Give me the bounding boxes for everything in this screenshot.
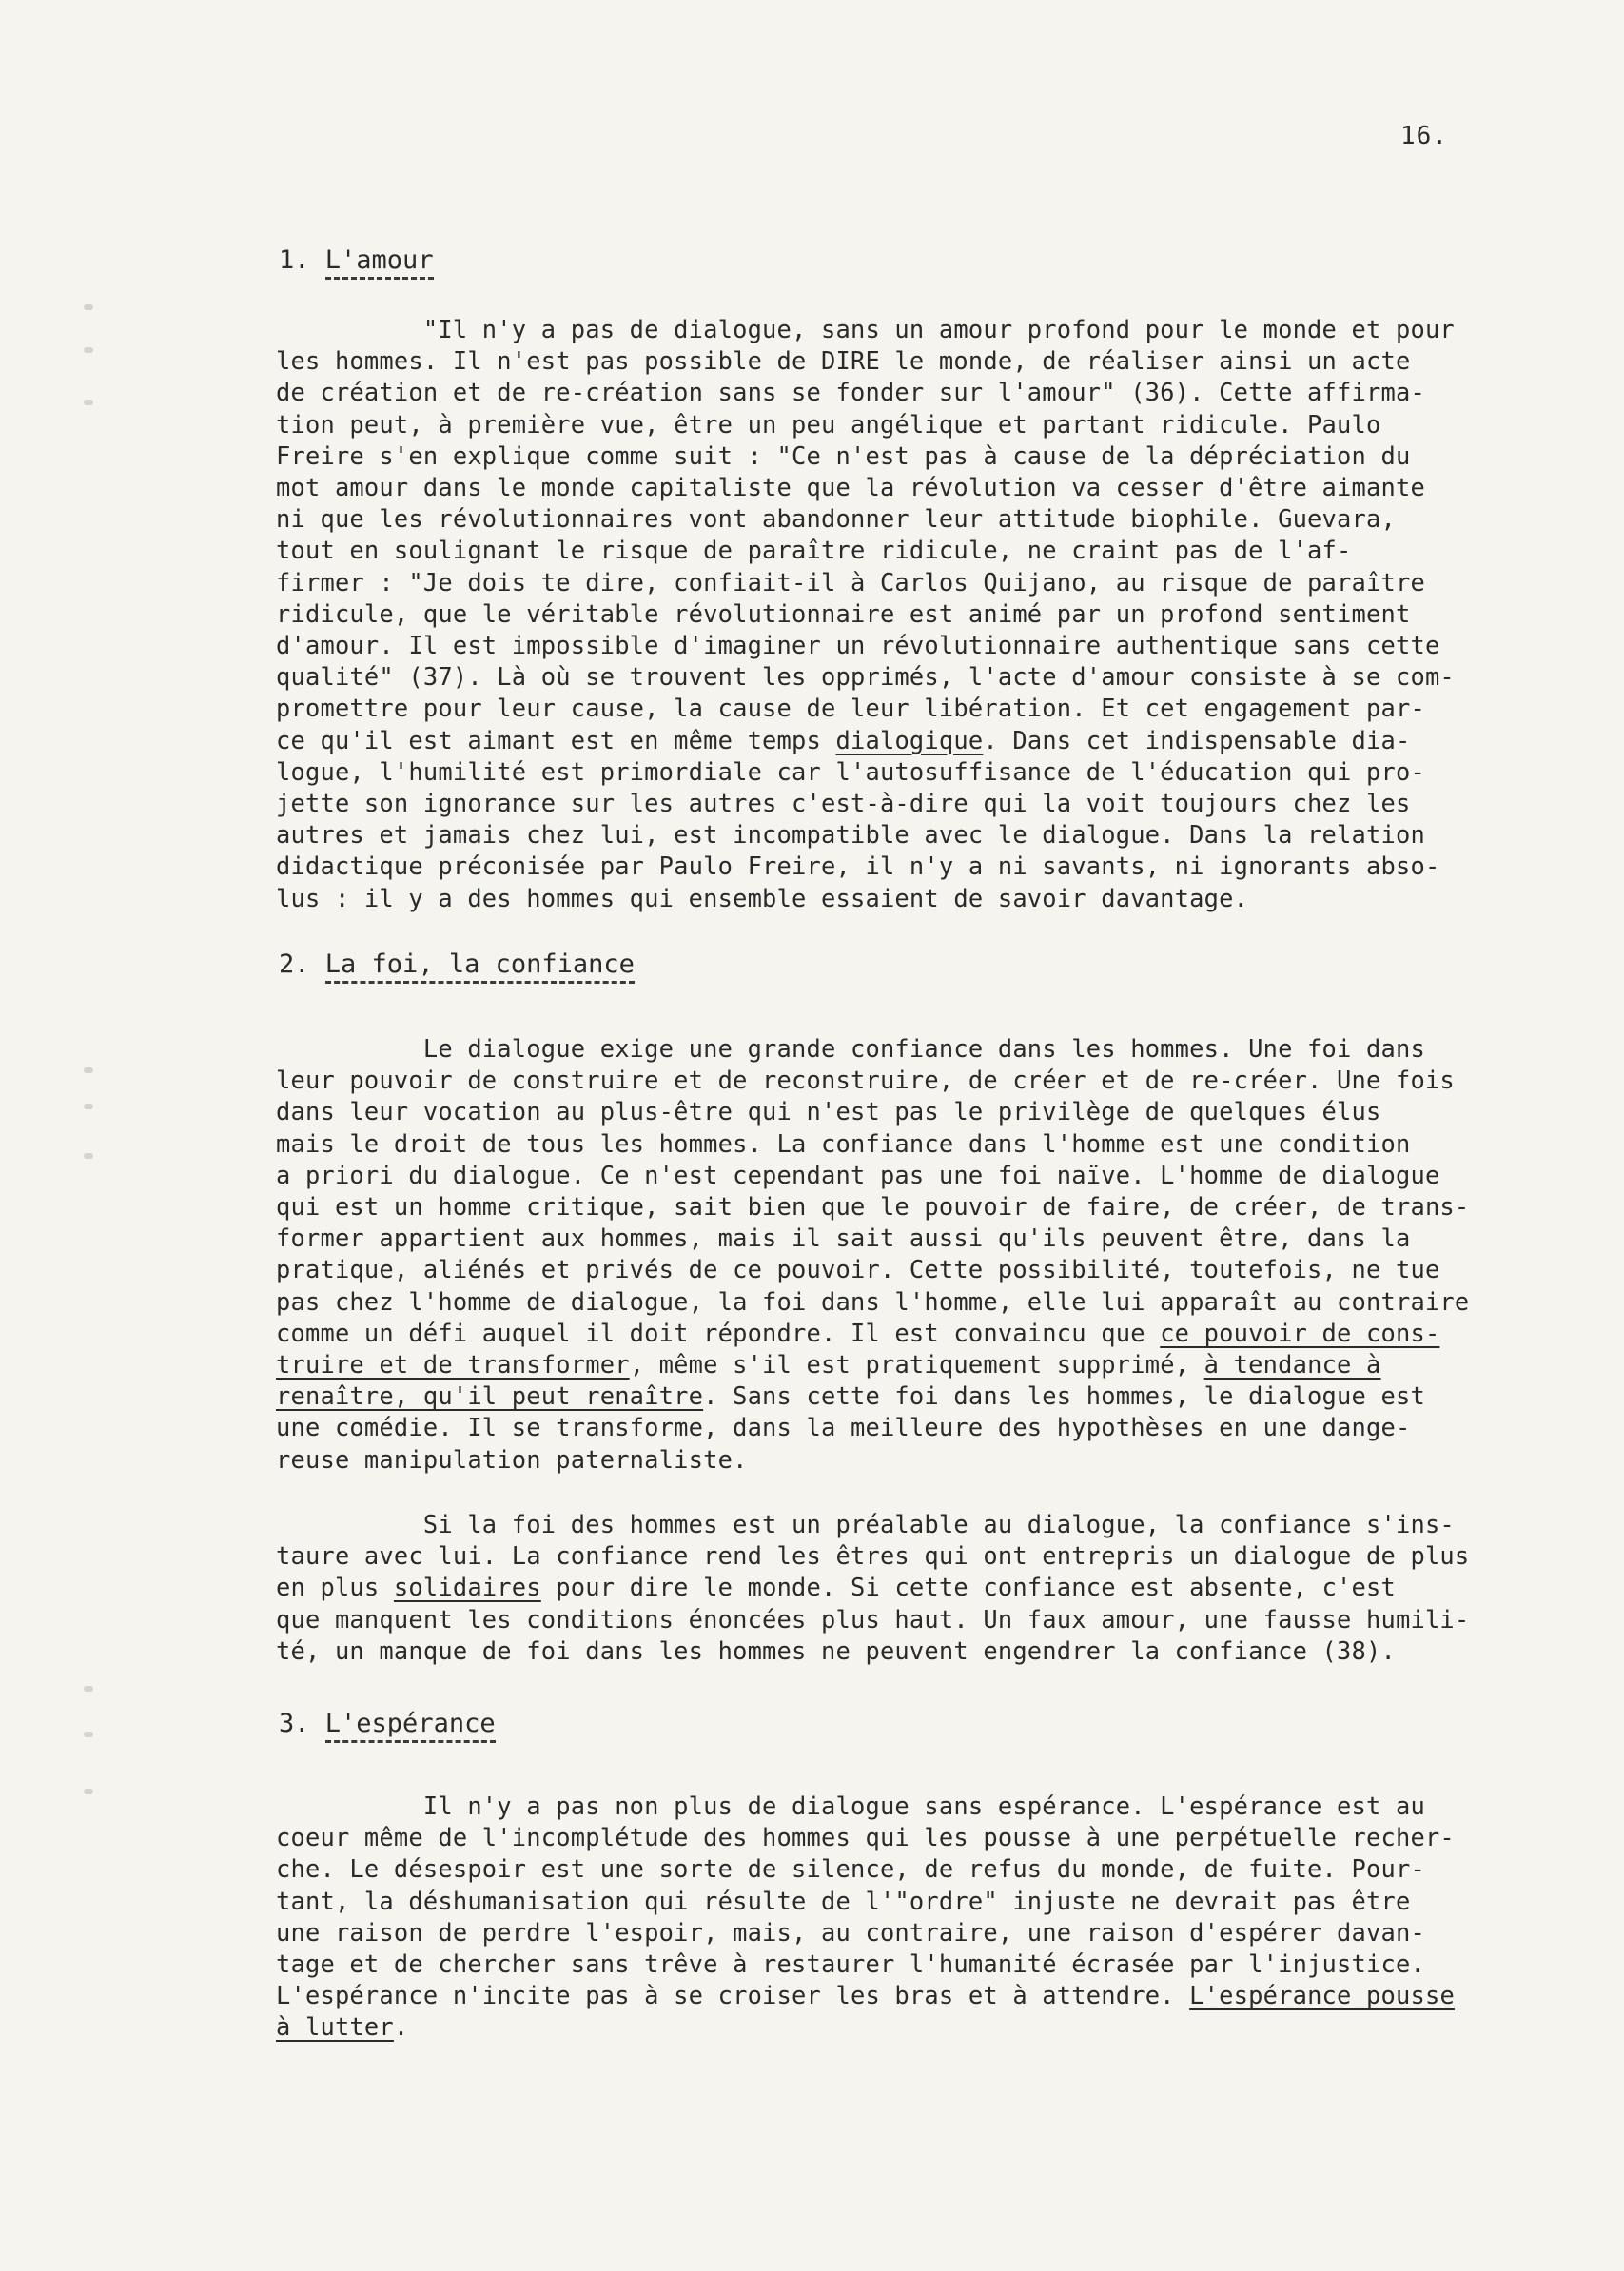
section-number: 2. [279,950,310,979]
text-line: "Il n'y a pas de dialogue, sans un amour profond pour le monde et pour [276,315,1455,343]
paragraph [276,1033,1546,1476]
punch-mark [84,1732,93,1737]
text-line: jette son ignorance sur les autres c'est-à-dire qui la voit toujours chez les [276,789,1411,818]
text-line: pas chez l'homme de dialogue, la foi dans l'homme, elle lui apparaît au contraire [276,1286,1470,1316]
punch-mark [84,1153,93,1159]
text-line: taure avec lui. La confiance rend les êtres qui ont entrepris un dialogue de plus [276,1541,1470,1571]
punch-mark [84,347,93,353]
text-line: d'amour. Il est impossible d'imaginer un révolutionnaire authentique sans cette [276,631,1440,660]
text-line: logue, l'humilité est primordiale car l'autosuffisance de l'éducation qui pro- [276,756,1425,786]
text-line: lus : il y a des hommes qui ensemble essaient de savoir davantage. [276,883,1249,912]
section-title: L'espérance [325,1709,496,1743]
text-line: didactique préconisée par Paulo Freire, il n'y a ni savants, ni ignorants abso- [276,852,1440,881]
text-line: en plus solidaires pour dire le monde. Si cette confiance est absente, c'est [276,1573,1396,1602]
text-line: que manquent les conditions énoncées plus haut. Un faux amour, une fausse humili- [276,1604,1470,1634]
section-heading [279,950,635,979]
text-line: Le dialogue exige une grande confiance dans les hommes. Une foi dans [276,1034,1425,1063]
text-line: reuse manipulation paternaliste. [276,1444,748,1474]
punch-mark [84,1789,93,1794]
text-line: qualité" (37). Là où se trouvent les opprimés, l'acte d'amour consiste à se com- [276,662,1455,692]
text-line: Si la foi des hommes est un préalable au dialogue, la confiance s'ins- [276,1510,1455,1538]
text-line: Freire s'en explique comme suit : "Ce n'est pas à cause de la dépréciation du [276,440,1411,470]
paragraph [276,1791,1546,2044]
text-line: tion peut, à première vue, être un peu angélique et partant ridicule. Paulo [276,409,1381,439]
text-line: té, un manque de foi dans les hommes ne peuvent engendrer la confiance (38). [276,1635,1396,1665]
text-line: truire et de transformer, même s'il est pratiquement supprimé, à tendance à [276,1350,1381,1380]
text-line: firmer : "Je dois te dire, confiait-il à Carlos Quijano, au risque de paraître [276,567,1425,597]
text-line: à lutter. [276,2012,409,2042]
text-line: Il n'y a pas non plus de dialogue sans espérance. L'espérance est au [276,1791,1425,1820]
text-line: les hommes. Il n'est pas possible de DIRE le monde, de réaliser ainsi un acte [276,346,1411,376]
paragraph [276,1509,1546,1667]
section-number: 1. [279,245,310,275]
text-line: che. Le désespoir est une sorte de silence, de refus du monde, de fuite. Pour- [276,1854,1425,1884]
text-line: tant, la déshumanisation qui résulte de l'"ordre" injuste ne devrait pas être [276,1886,1411,1915]
text-line: mot amour dans le monde capitaliste que la révolution va cesser d'être aimante [276,473,1425,502]
text-line: tage et de chercher sans trêve à restaurer l'humanité écrasée par l'injustice. [276,1949,1425,1979]
text-line: renaître, qu'il peut renaître. Sans cette foi dans les hommes, le dialogue est [276,1381,1425,1411]
text-line: ce qu'il est aimant est en même temps dialogique. Dans cet indispensable dia- [276,725,1411,754]
text-line: leur pouvoir de construire et de reconstruire, de créer et de re-créer. Une fois [276,1066,1455,1095]
punch-mark [84,1067,93,1073]
text-line: ni que les révolutionnaires vont abandonner leur attitude biophile. Guevara, [276,504,1396,534]
section-heading [279,245,434,275]
section-heading [279,1709,496,1738]
punch-mark [84,1104,93,1109]
punch-mark [84,304,93,310]
text-line: mais le droit de tous les hommes. La confiance dans l'homme est une condition [276,1128,1411,1158]
text-line: une comédie. Il se transforme, dans la meilleure des hypothèses en une dange- [276,1413,1411,1442]
text-line: comme un défi auquel il doit répondre. Il est convaincu que ce pouvoir de cons- [276,1318,1440,1347]
punch-mark [84,1686,93,1692]
text-line: a priori du dialogue. Ce n'est cependant pas une foi naïve. L'homme de dialogue [276,1160,1440,1189]
text-line: pratique, aliénés et privés de ce pouvoir. Cette possibilité, toutefois, ne tue [276,1255,1440,1284]
text-line: une raison de perdre l'espoir, mais, au contraire, une raison d'espérer davan- [276,1917,1425,1947]
text-line: L'espérance n'incite pas à se croiser les bras et à attendre. L'espérance pousse [276,1981,1455,2010]
text-line: tout en soulignant le risque de paraître ridicule, ne craint pas de l'af- [276,536,1352,565]
section-number: 3. [279,1709,310,1738]
text-line: ridicule, que le véritable révolutionnaire est animé par un profond sentiment [276,598,1411,628]
text-line: dans leur vocation au plus-être qui n'est pas le privilège de quelques élus [276,1097,1381,1126]
section-title: L'amour [325,245,434,280]
text-line: former appartient aux hommes, mais il sait aussi qu'ils peuvent être, dans la [276,1224,1411,1253]
page-number: 16. [1400,122,1448,150]
punch-mark [84,400,93,405]
paragraph [276,314,1546,914]
section-title: La foi, la confiance [325,950,635,984]
text-line: qui est un homme critique, sait bien que le pouvoir de faire, de créer, de trans- [276,1192,1470,1222]
text-line: autres et jamais chez lui, est incompatible avec le dialogue. Dans la relation [276,820,1425,850]
text-line: coeur même de l'incomplétude des hommes qui les pousse à une perpétuelle recher- [276,1823,1455,1852]
text-line: de création et de re-création sans se fonder sur l'amour" (36). Cette affirma- [276,378,1425,407]
text-line: promettre pour leur cause, la cause de leur libération. Et cet engagement par- [276,694,1425,723]
